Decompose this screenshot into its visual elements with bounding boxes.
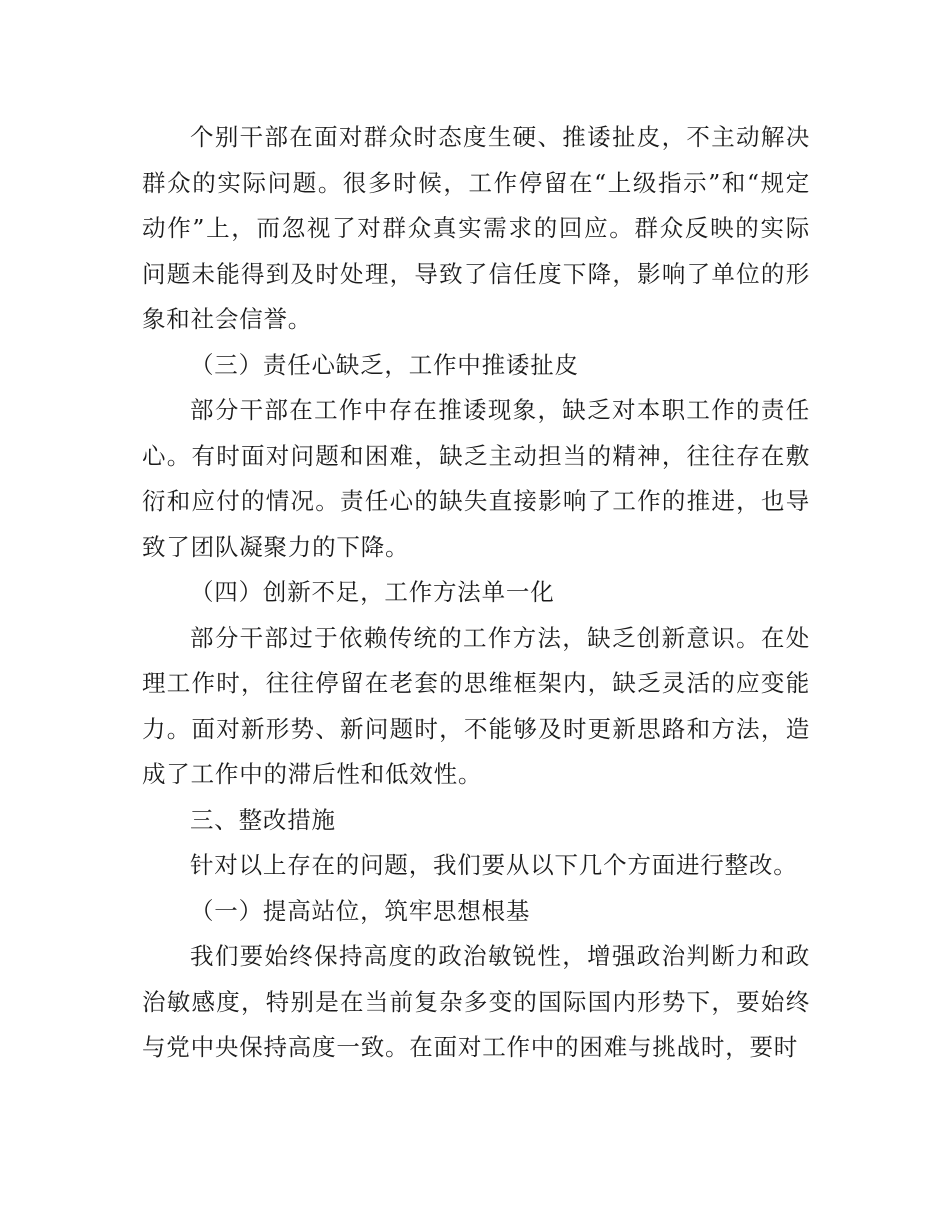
- section-heading: （三）责任心缺乏，工作中推诿扯皮: [190, 350, 579, 379]
- section-heading: （四）创新不足，工作方法单一化: [190, 578, 555, 606]
- body-paragraph: 针对以上存在的问题，我们要从以下几个方面进行整改。: [190, 851, 798, 879]
- body-paragraph: 个别干部在面对群众时态度生硬、推诿扯皮，不主动解决群众的实际问题。很多时候，工作停留在“上级指示”和“规定动作”上，而忽视了对群众真实需求的回应。群众反映的实际问题未能得到及时处理，导致了信任度下降，影响了单位的形象和社会信誉。: [142, 123, 810, 333]
- document-body: [142, 115, 810, 1071]
- section-heading: （一）提高站位，筑牢思想根基: [190, 896, 531, 925]
- body-paragraph: 部分干部过于依赖传统的工作方法，缺乏创新意识。在处理工作时，往往停留在老套的思维框架内，缺乏灵活的应变能力。面对新形势、新问题时，不能够及时更新思路和方法，造成了工作中的滞后性和低效性。: [142, 623, 810, 788]
- body-paragraph: 部分干部在工作中存在推诿现象，缺乏对本职工作的责任心。有时面对问题和困难，缺乏主动担当的精神，往往存在敷衍和应付的情况。责任心的缺失直接影响了工作的推进，也导致了团队凝聚力的下降。: [142, 396, 810, 561]
- section-heading: 三、整改措施: [190, 805, 336, 834]
- body-paragraph: 我们要始终保持高度的政治敏锐性，增强政治判断力和政治敏感度，特别是在当前复杂多变的国际国内形势下，要始终与党中央保持高度一致。在面对工作中的困难与挑战时，要时: [142, 942, 810, 1061]
